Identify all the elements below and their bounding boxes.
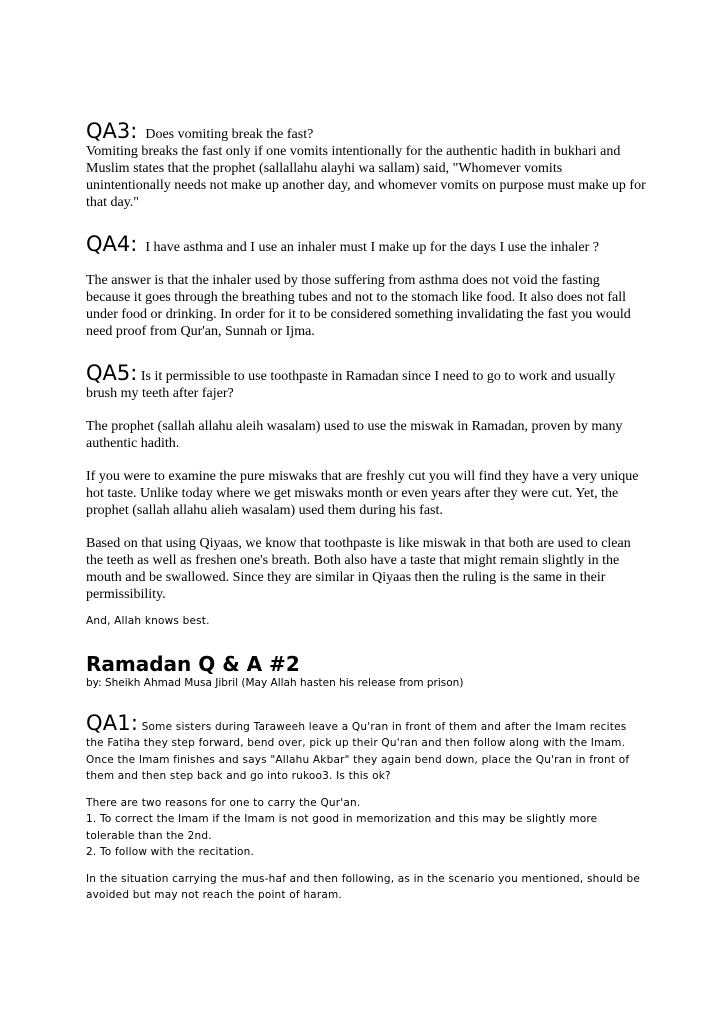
document-page bbox=[86, 120, 646, 904]
qa4-question-line bbox=[86, 233, 646, 256]
qa1-question-line bbox=[86, 712, 646, 785]
qa5-answer-3: Based on that using Qiyaas, we know that toothpaste is like miswak in that both are used to clean the teeth as well as freshen one's breath. Both also have a taste that might remain slightly in the mouth and be swallowed. Since they are similar in Qiyaas then the ruling is the same in their permissibility. bbox=[86, 536, 631, 602]
qa4-block bbox=[86, 233, 646, 340]
qa4-answer: The answer is that the inhaler used by those suffering from asthma does not void the fasting because it goes through the breathing tubes and not to the stomach like food. It also does not fall under food or drinking. In order for it to be considered something invalidating the fast you would need proof from Qur'an, Sunnah or Ijma. bbox=[86, 273, 631, 339]
qa1-answer-intro: There are two reasons for one to carry the Qur'an. bbox=[86, 796, 361, 809]
qa1-question: Some sisters during Taraweeh leave a Qu'ran in front of them and after the Imam recites the Fatiha they step forward, bend over, pick up their Qu'ran and then follow along with the Imam. Once the Imam finishes and says "Allahu Akbar" they again bend down, place the Qu'ran in front of them and then step back and go into rukoo3. Is this ok? bbox=[86, 720, 630, 782]
qa5-answer-2: If you were to examine the pure miswaks that are freshly cut you will find they have a very unique hot taste. Unlike today where we get miswaks month or even years after they were cut. Yet, the prophet (sallah allahu alieh wasalam) used them during his fast. bbox=[86, 469, 639, 518]
qa1-label: QA1: bbox=[86, 710, 139, 735]
section-header bbox=[86, 652, 646, 690]
qa1-reason-1: 1. To correct the Imam if the Imam is not good in memorization and this may be slightly more tolerable than the 2nd. bbox=[86, 813, 598, 842]
qa3-question-line bbox=[86, 120, 646, 143]
qa3-label: QA3: bbox=[86, 119, 138, 143]
qa5-question-line bbox=[86, 362, 646, 402]
qa3-answer: Vomiting breaks the fast only if one vomits intentionally for the authentic hadith in bukhari and Muslim states that the prophet (sallallahu alayhi wa sallam) said, "Whomever vomits unintentionally needs not make up another day, and whomever vomits on purpose must make up for that day." bbox=[86, 144, 646, 210]
qa3-block bbox=[86, 120, 646, 211]
qa1-block bbox=[86, 712, 646, 904]
qa5-label: QA5: bbox=[86, 361, 138, 385]
qa1-reason-2: 2. To follow with the recitation. bbox=[86, 846, 255, 858]
qa5-answer-1: The prophet (sallah allahu aleih wasalam) used to use the miswak in Ramadan, proven by many authentic hadith. bbox=[86, 419, 623, 451]
qa5-question: Is it permissible to use toothpaste in Ramadan since I need to go to work and usually brush my teeth after fajer? bbox=[86, 369, 616, 401]
qa5-closing: And, Allah knows best. bbox=[86, 615, 210, 627]
section-byline: by: Sheikh Ahmad Musa Jibril (May Allah hasten his release from prison) bbox=[86, 676, 464, 689]
qa1-answer-final: In the situation carrying the mus-haf and then following, as in the scenario you mentioned, should be avoided but may not reach the point of haram. bbox=[86, 872, 641, 901]
qa4-label: QA4: bbox=[86, 232, 138, 256]
qa5-block bbox=[86, 362, 646, 630]
section-title: Ramadan Q & A #2 bbox=[86, 651, 300, 676]
qa3-question: Does vomiting break the fast? bbox=[145, 127, 314, 142]
qa4-question: I have asthma and I use an inhaler must I make up for the days I use the inhaler ? bbox=[145, 240, 600, 255]
